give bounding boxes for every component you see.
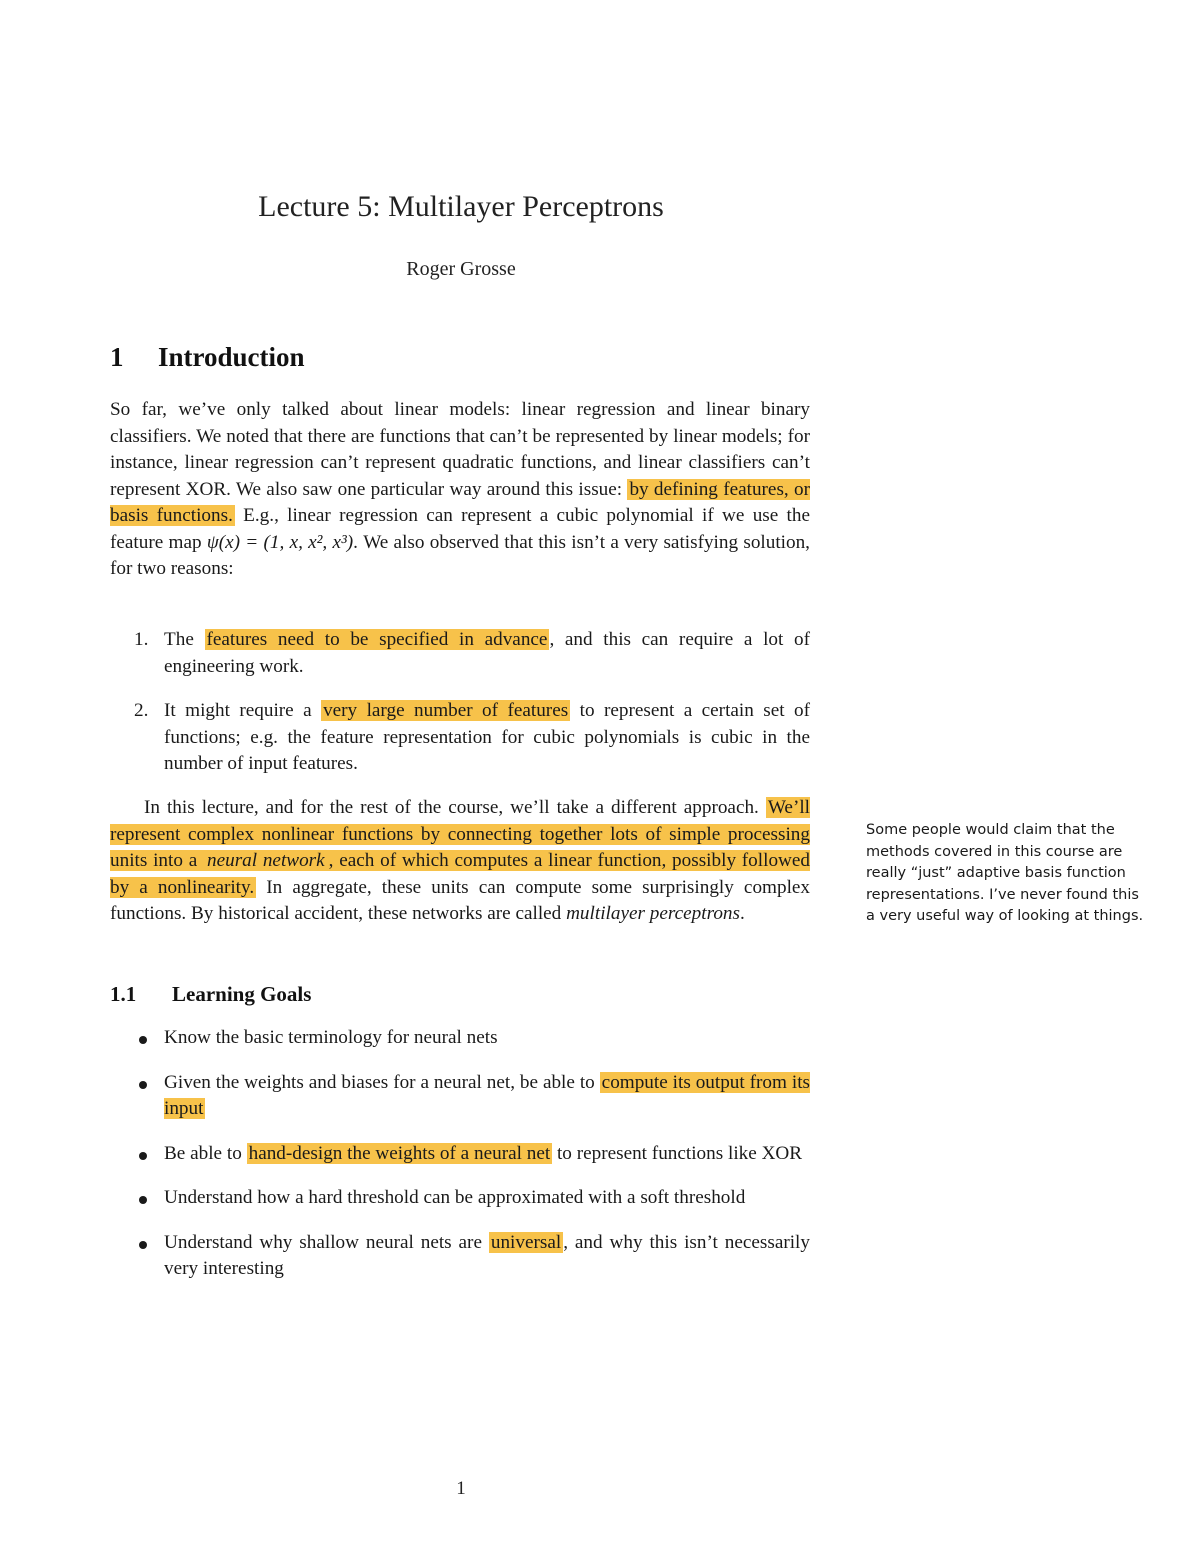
intro-text-3: . We also observed that this isn’t a very satisfying solution, for two reasons: bbox=[110, 531, 810, 579]
subsection-title: Learning Goals bbox=[172, 982, 312, 1006]
goal-highlight: hand-design the weights of a neural net bbox=[248, 1142, 551, 1164]
approach-text-2: In aggregate, these units can compute some surprisingly complex functions. By historical accident, these networks are called bbox=[110, 876, 811, 924]
goal-text: to represent functions like XOR bbox=[552, 1142, 803, 1164]
page-number: 1 bbox=[456, 1478, 466, 1499]
list-item bbox=[110, 627, 810, 680]
bullet-icon bbox=[139, 1241, 147, 1249]
feature-map-formula: ψ(x) = (1, x, x², x³) bbox=[206, 531, 354, 553]
reason-text: The bbox=[164, 629, 205, 650]
subsection-number: 1.1 bbox=[110, 982, 137, 1006]
goal-text: Given the weights and biases for a neural net, be able to bbox=[164, 1071, 600, 1093]
goal-highlight: compute its output from its input bbox=[164, 1071, 810, 1119]
reason-text: It might require a bbox=[164, 700, 322, 721]
goal-text: Understand how a hard threshold can be approximated with a soft threshold bbox=[164, 1187, 746, 1208]
intro-text-1: So far, we’ve only talked about linear models: linear regression and linear binary classifiers. We noted that there are functions that can’t be represented by linear models; for instance, linear regression can’t represent quadratic functions, and linear classifiers can’t represent XOR. We also saw one particular way around this issue: bbox=[110, 399, 810, 500]
intro-paragraph bbox=[110, 397, 810, 583]
list-item bbox=[110, 1070, 810, 1123]
reason-highlight: very large number of features bbox=[323, 700, 569, 721]
list-marker: 1. bbox=[134, 629, 149, 650]
author-name: Roger Grosse bbox=[406, 258, 516, 280]
approach-paragraph bbox=[110, 795, 810, 928]
approach-text-1: In this lecture, and for the rest of the course, we’ll take a different approach. bbox=[144, 797, 766, 818]
list-item bbox=[110, 1185, 810, 1212]
mlp-term: multilayer perceptrons bbox=[566, 903, 740, 924]
reasons-list bbox=[110, 627, 810, 796]
subsection-heading-learning-goals bbox=[110, 982, 311, 1007]
list-item bbox=[110, 698, 810, 778]
list-item bbox=[110, 1141, 810, 1168]
lecture-title: Lecture 5: Multilayer Perceptrons bbox=[258, 190, 664, 223]
bullet-icon bbox=[139, 1036, 147, 1044]
section-heading-introduction bbox=[110, 342, 305, 373]
bullet-icon bbox=[139, 1081, 147, 1089]
neural-network-term: neural network bbox=[206, 850, 325, 871]
goal-highlight: universal bbox=[490, 1231, 562, 1253]
goal-text: Understand why shallow neural nets are bbox=[164, 1231, 489, 1253]
margin-note: Some people would claim that the methods covered in this course are really “just” adaptive basis function representations. I’ve never found this a very useful way of looking at things. bbox=[866, 822, 1144, 925]
reason-text: to represent a certain set of functions; e.g. the feature representation for cubic polynomials is cubic in the number of input features. bbox=[164, 700, 810, 774]
intro-text-2: E.g., linear regression can represent a cubic polynomial if we use the feature map bbox=[110, 505, 810, 553]
reason-text: , and this can require a lot of engineering work. bbox=[164, 629, 810, 677]
goal-text: Be able to bbox=[164, 1142, 247, 1164]
goal-text: , and why this isn’t necessarily very interesting bbox=[164, 1231, 810, 1279]
approach-text-3: . bbox=[739, 903, 745, 924]
approach-highlight-2: , each of which computes a linear function, possibly followed by a nonlinearity. bbox=[110, 850, 811, 898]
bullet-icon bbox=[139, 1196, 147, 1204]
list-marker: 2. bbox=[134, 700, 149, 721]
learning-goals-list bbox=[110, 1025, 810, 1301]
reason-highlight: features need to be specified in advance bbox=[206, 629, 548, 650]
bullet-icon bbox=[139, 1152, 147, 1160]
intro-highlight: by defining features, or basis functions. bbox=[110, 478, 811, 526]
goal-text: Know the basic terminology for neural nets bbox=[164, 1027, 498, 1048]
list-item bbox=[110, 1025, 810, 1052]
approach-highlight-1: We’ll represent complex nonlinear functions by connecting together lots of simple processing units into a bbox=[110, 797, 810, 871]
section-number: 1 bbox=[110, 342, 124, 372]
section-title: Introduction bbox=[158, 342, 305, 372]
list-item bbox=[110, 1230, 810, 1283]
